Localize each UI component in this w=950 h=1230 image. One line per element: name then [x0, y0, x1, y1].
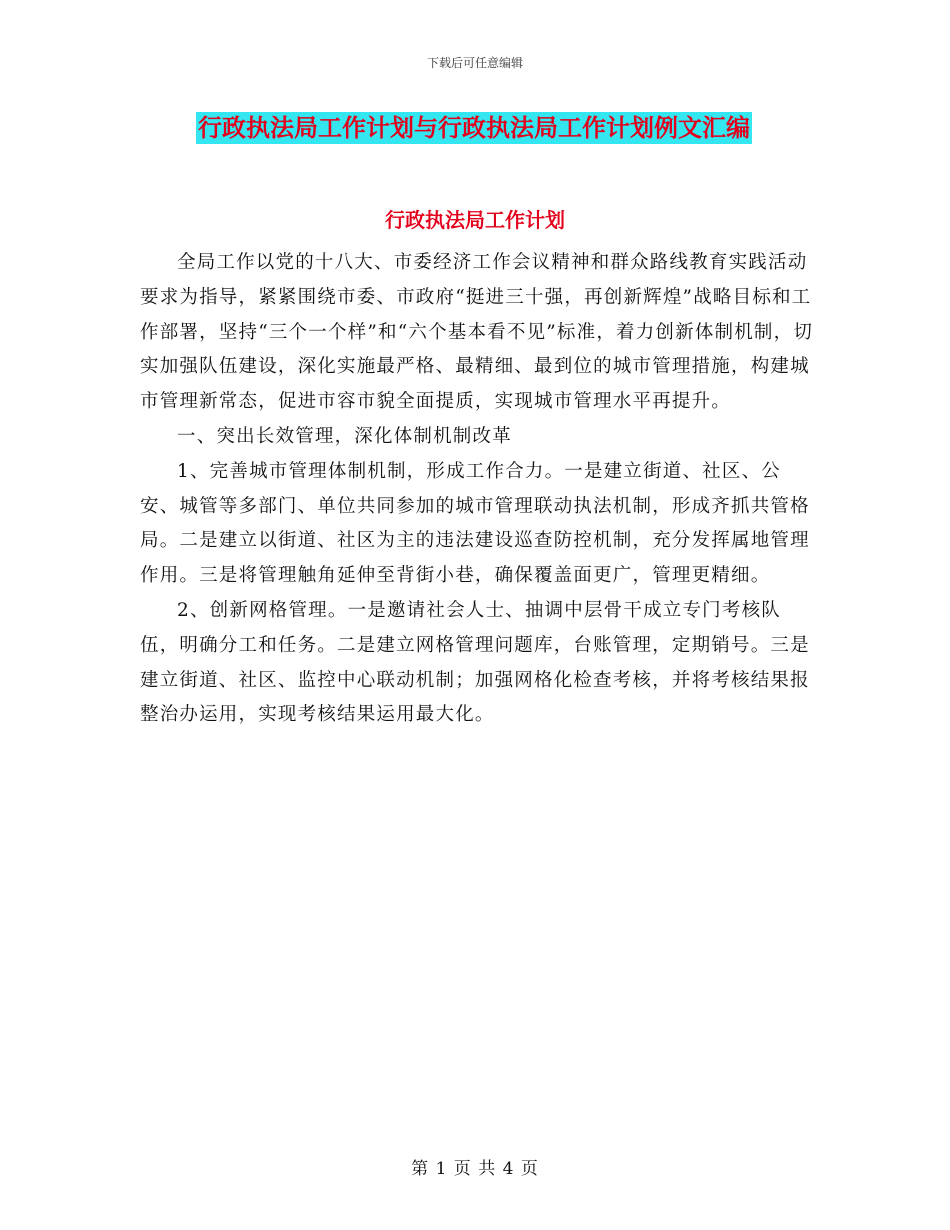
- section-title: 行政执法局工作计划: [385, 208, 565, 232]
- page-header-note: 下载后可任意编辑: [426, 56, 523, 70]
- section-heading-one: 一、突出长效管理，深化体制机制改革: [177, 425, 512, 447]
- page-number: 第 1 页 共 4 页: [411, 1159, 539, 1179]
- item-paragraph-two: 2、创新网格管理。一是邀请社会人士、抽调中层骨干成立专门考核队伍，明确分工和任务。二是建立网格管理问题库，台账管理，定期销号。三是建立街道、社区、监控中心联动机制；加强网格化检查考核，并将考核结果报整治办运用，实现考核结果运用最大化。: [140, 599, 810, 726]
- item-paragraph-one: 1、完善城市管理体制机制，形成工作合力。一是建立街道、社区、公安、城管等多部门、单位共同参加的城市管理联动执法机制，形成齐抓共管格局。二是建立以街道、社区为主的违法建设巡查防控机制，充分发挥属地管理作用。三是将管理触角延伸至背街小巷，确保覆盖面更广，管理更精细。: [140, 460, 810, 587]
- intro-paragraph: 全局工作以党的十八大、市委经济工作会议精神和群众路线教育实践活动要求为指导，紧紧围绕市委、市政府“挺进三十强，再创新辉煌”战略目标和工作部署，坚持“三个一个样”和“六个基本看不见”标准，着力创新体制机制，切实加强队伍建设，深化实施最严格、最精细、最到位的城市管理措施，构建城市管理新常态，促进市容市貌全面提质，实现城市管理水平再提升。: [140, 252, 814, 413]
- document-title: 行政执法局工作计划与行政执法局工作计划例文汇编: [198, 113, 750, 142]
- document-body: [140, 246, 820, 733]
